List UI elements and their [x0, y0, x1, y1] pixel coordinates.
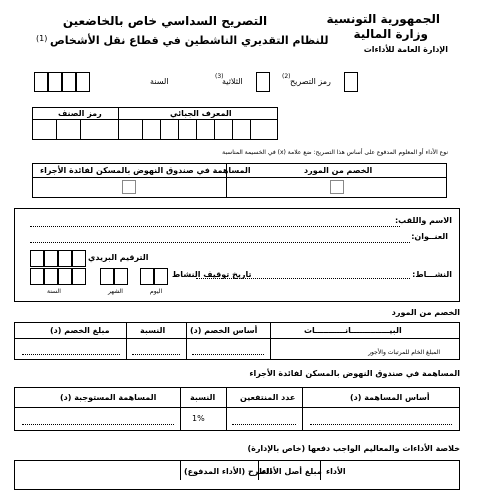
- tax-type-withholding-checkbox[interactable]: [330, 180, 344, 194]
- postal-box-3[interactable]: [58, 250, 72, 267]
- stop-day-box-1[interactable]: [140, 268, 154, 285]
- stop-month-box-2[interactable]: [114, 268, 128, 285]
- housing-header-amount: المساهمة المستوجبة (د): [60, 393, 157, 402]
- housing-header-base: أساس المساهمة (د): [350, 393, 430, 402]
- postal-box-1[interactable]: [30, 250, 44, 267]
- summary-header-tax: الأداء: [326, 467, 346, 476]
- stop-year-box-1[interactable]: [30, 268, 44, 285]
- fiscal-id-label: المعرف الجبائي: [170, 109, 232, 118]
- stop-year-box-2[interactable]: [44, 268, 58, 285]
- tax-type-withholding-header: الخصم من المورد: [304, 166, 373, 175]
- ministry-department: الإدارة العامة للأداءات: [363, 45, 448, 54]
- stop-date-label: تاريخ توقيف النشاط: [172, 270, 252, 279]
- declaration-code-note: (2): [282, 73, 291, 80]
- withholding-rate-field[interactable]: [132, 354, 180, 355]
- postal-box-4[interactable]: [72, 250, 86, 267]
- form-title-line2: للنظام التقديري الناشطين في قطاع نقل الأشخاص: [50, 34, 329, 47]
- postal-box-2[interactable]: [44, 250, 58, 267]
- semester-note: (3): [215, 73, 224, 80]
- form-title-line1: التصريح السداسي خاص بالخاضعين: [62, 14, 268, 28]
- withholding-header-data: البيــــــــــــــانـــــــــــات: [304, 326, 402, 335]
- name-field[interactable]: [30, 226, 400, 227]
- housing-header-rate: النسبة: [190, 393, 216, 402]
- semester-box[interactable]: [256, 72, 270, 92]
- housing-section-title: المساهمة في صندوق النهوض بالمسكن لفائدة الأجراء: [249, 369, 460, 378]
- withholding-header-amount: مبلغ الخصم (د): [50, 326, 110, 335]
- tax-type-housing-header: المساهمة في صندوق النهوض بالمسكن لفائدة الأجراء: [40, 166, 251, 175]
- summary-header-deduction: الطرح (الأداء المدفوع): [184, 467, 273, 476]
- housing-beneficiaries-field[interactable]: [232, 424, 296, 425]
- housing-base-field[interactable]: [310, 424, 452, 425]
- semester-label: الثلاثية: [222, 77, 243, 86]
- name-label: الاسم واللقب:: [394, 216, 452, 225]
- declaration-code-box[interactable]: [344, 72, 358, 92]
- year-box-3[interactable]: [62, 72, 76, 92]
- housing-amount-field[interactable]: [22, 424, 174, 425]
- year-label: السنة: [150, 77, 169, 86]
- stop-year-box-3[interactable]: [58, 268, 72, 285]
- form-title-note: (1): [36, 34, 48, 43]
- address-field[interactable]: [30, 242, 410, 243]
- withholding-row-label: المبلغ الخام للمرتبات والأجور: [368, 349, 440, 356]
- housing-header-beneficiaries: عدد المنتفعين: [240, 393, 296, 402]
- activity-label: النشـــاط:: [412, 270, 452, 279]
- withholding-amount-field[interactable]: [22, 354, 120, 355]
- housing-rate-value: 1%: [192, 414, 205, 423]
- year-box-2[interactable]: [48, 72, 62, 92]
- withholding-base-field[interactable]: [192, 354, 264, 355]
- stop-year-label: السنة: [47, 288, 61, 295]
- stop-month-box-1[interactable]: [100, 268, 114, 285]
- summary-header-principal: مبلغ أصل الأداء: [262, 467, 322, 476]
- postal-code-label: الترقيم البريدي: [88, 253, 149, 262]
- declaration-code-label: رمز التصريح: [290, 77, 331, 86]
- address-label: العنــوان:: [411, 232, 448, 241]
- stop-day-label: اليوم: [150, 288, 163, 295]
- withholding-header-rate: النسبة: [140, 326, 166, 335]
- ministry-country: الجمهورية التونسية: [326, 12, 440, 26]
- tax-type-instruction: نوع الأداء أو المعلوم المدفوع على أساس هذا التصريح: ضع علامة (x) في الخسيمة المناسبة: [222, 149, 448, 156]
- summary-section-title: خلاصة الأداءات والمعاليم الواجب دفعها (خاص بالإدارة): [247, 444, 460, 453]
- stop-month-label: الشهر: [108, 288, 123, 295]
- tax-type-housing-checkbox[interactable]: [122, 180, 136, 194]
- withholding-header-base: أساس الخصم (د): [190, 326, 258, 335]
- stop-year-box-4[interactable]: [72, 268, 86, 285]
- category-code-label: رمز الصنف: [58, 109, 102, 118]
- withholding-section-title: الخصم من المورد: [391, 308, 460, 317]
- year-box-4[interactable]: [76, 72, 90, 92]
- ministry-name: وزارة المالية: [353, 27, 428, 41]
- stop-day-box-2[interactable]: [154, 268, 168, 285]
- year-box-1[interactable]: [34, 72, 48, 92]
